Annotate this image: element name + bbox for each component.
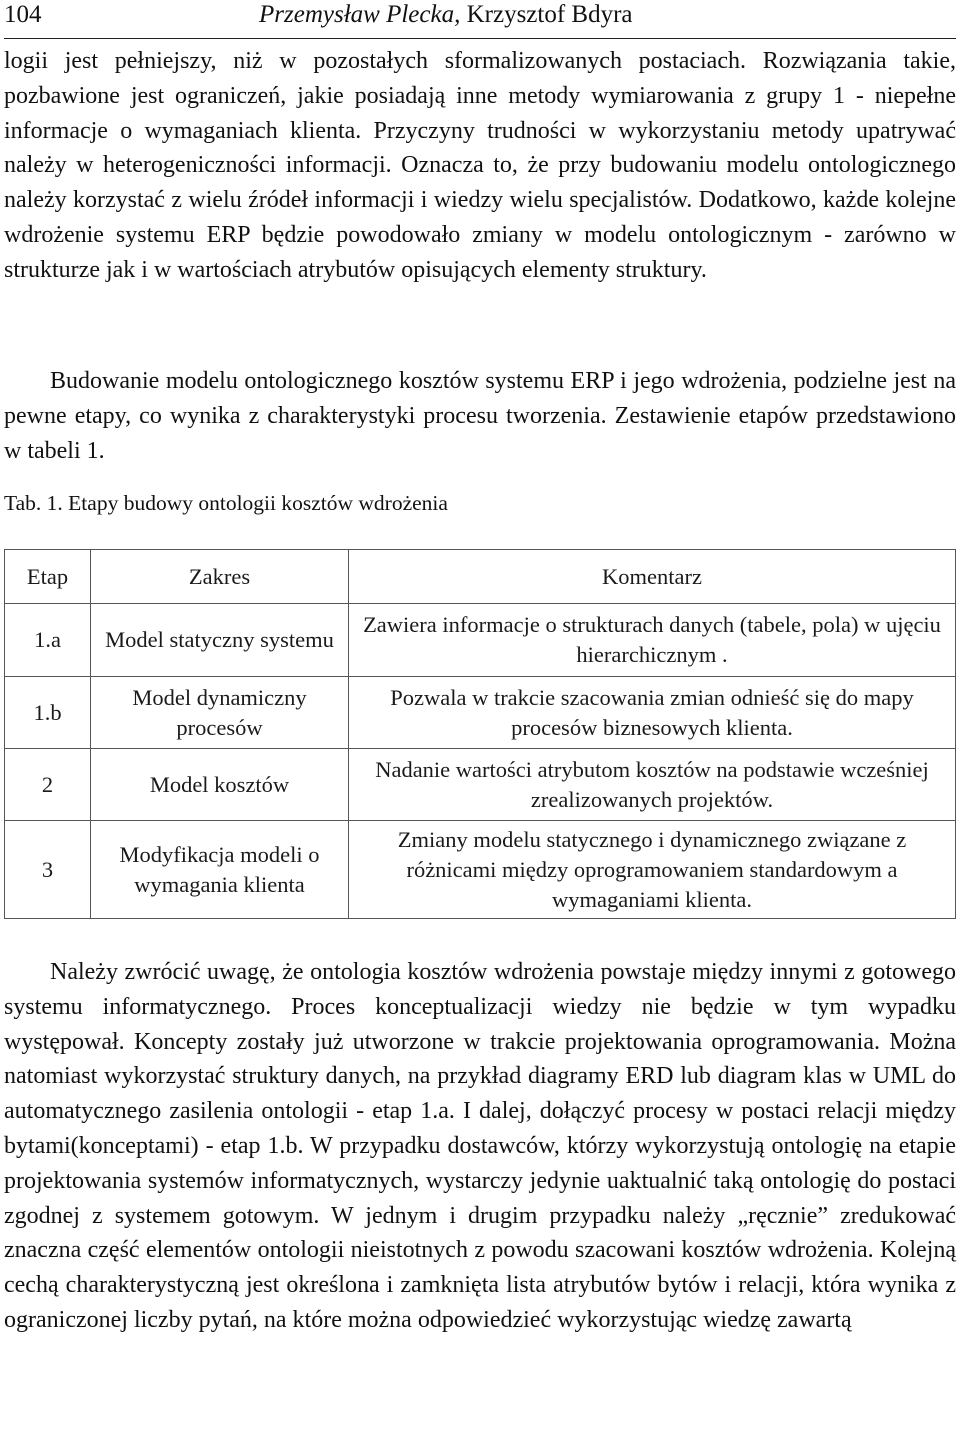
cell-stage: 1.a: [5, 604, 91, 677]
table-row: [5, 677, 956, 749]
table-row: [5, 749, 956, 821]
cell-comment: Pozwala w trakcie szacowania zmian odnieść się do mapy procesów biznesowych klienta.: [349, 677, 956, 749]
author-primary: Przemysław Plecka,: [259, 1, 461, 28]
cell-stage: 2: [5, 749, 91, 821]
page-number: 104: [4, 1, 42, 28]
table-header-row: [5, 550, 956, 604]
author-secondary: Krzysztof Bdyra: [466, 1, 633, 28]
paragraph-method-difficulties: logii jest pełniejszy, niż w pozostałych sformalizowanych postaciach. Rozwiązania takie, pozbawione jest ograniczeń, jakie posiadają inne metody wymiarowania z grupy 1 - niepełne informacje o wymaganiach klienta. Przyczyny trudności w wykorzystaniu metody upatrywać należy w heterogeniczności informacji. Oznacza to, że przy budowaniu modelu ontologicznego należy korzystać z wielu źródeł informacji i wiedzy wielu specjalistów. Dodatkowo, każde kolejne wdrożenie systemu ERP będzie powodowało zmiany w modelu ontologicznym - zarówno w strukturze jak i w wartościach atrybutów opisujących elementy struktury.: [4, 48, 956, 283]
cell-comment: Zawiera informacje o strukturach danych (tabele, pola) w ujęciu hierarchicznym .: [349, 604, 956, 677]
header-comment: Komentarz: [349, 550, 956, 604]
cell-stage: 1.b: [5, 677, 91, 749]
running-header: [4, 0, 956, 39]
header-scope: Zakres: [91, 550, 349, 604]
table-row: [5, 821, 956, 919]
table-row: [5, 604, 956, 677]
cell-scope: Model statyczny systemu: [91, 604, 349, 677]
cell-stage: 3: [5, 821, 91, 919]
cell-comment: Nadanie wartości atrybutom kosztów na podstawie wcześniej zrealizowanych projektów.: [349, 749, 956, 821]
paragraph-stages-intro: Budowanie modelu ontologicznego kosztów systemu ERP i jego wdrożenia, podzielne jest na pewne etapy, co wynika z charakterystyki procesu tworzenia. Zestawienie etapów przedstawiono w tabeli 1.: [4, 368, 956, 464]
stages-table: [4, 549, 956, 919]
paragraph-ontology-notes: Należy zwrócić uwagę, że ontologia kosztów wdrożenia powstaje między innymi z gotowego systemu informatycznego. Proces konceptualizacji wiedzy nie będzie w tym wypadku występował. Koncepty zostały już utworzone w trakcie projektowania oprogramowania. Można natomiast wykorzystać struktury danych, na przykład diagramy ERD lub diagram klas w UML do automatycznego zasilenia ontologii - etap 1.a. I dalej, dołączyć procesy w postaci relacji między bytami(konceptami) - etap 1.b. W przypadku dostawców, którzy wykorzystują ontologię na etapie projektowania systemów informatycznych, wystarczy jedynie uaktualnić taką ontologię do postaci zgodnej z systemem gotowym. W jednym i drugim przypadku należy „ręcznie” zredukować znaczna część elementów ontologii nieistotnych z powodu szacowani kosztów wdrożenia. Kolejną cechą charakterystyczną jest określona i zamknięta lista atrybutów bytów i relacji, która wynika z ograniczonej liczby pytań, na które można odpowiedzieć wykorzystując wiedzę zawartą: [4, 959, 956, 1333]
cell-scope: Model dynamiczny procesów: [91, 677, 349, 749]
table-caption: Tab. 1. Etapy budowy ontologii kosztów wdrożenia: [4, 491, 448, 515]
cell-scope: Modyfikacja modeli o wymagania klienta: [91, 821, 349, 919]
cell-comment: Zmiany modelu statycznego i dynamicznego związane z różnicami między oprogramowaniem standardowym a wymaganiami klienta.: [349, 821, 956, 919]
header-stage: Etap: [5, 550, 91, 604]
cell-scope: Model kosztów: [91, 749, 349, 821]
running-header-authors: [259, 0, 633, 30]
